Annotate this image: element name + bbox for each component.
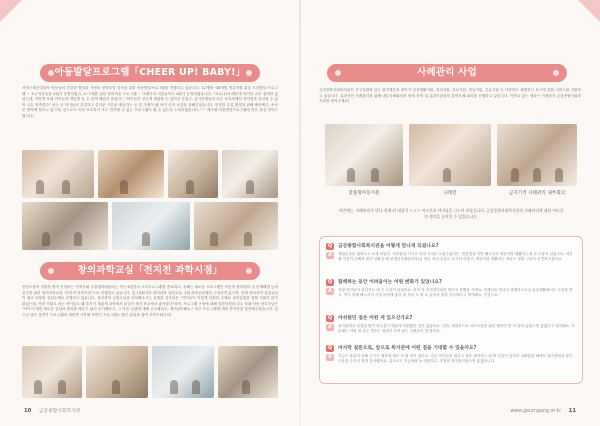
interview-box: [319, 236, 583, 384]
photo-baby-program: [222, 150, 278, 198]
question-badge-icon: Q: [327, 346, 333, 351]
banner-dot-icon: [553, 70, 559, 76]
answer: A 복지관에서 신경을 많이 써주셨기 때문에 아쉬웠던 점은 없었어요. 다만, 사회적으로 저소득층을 위한 제목이 좀 더 많아 있었으면 좋겠다고 생각해요. 아무래도 저희 집 같은 경우는 형편이 되지 않는 지원들이 참 많아요.: [326, 324, 576, 335]
question-badge-icon: Q: [327, 280, 333, 285]
banner-dot-icon: [48, 70, 54, 76]
photo-baby-program: [168, 150, 218, 198]
photo-art-program: [22, 202, 108, 250]
banner-dot-icon: [246, 70, 252, 76]
answer: A 겨정 아이들이 살리기는 데 큰 도움이 되었어요. 아이 의 초지망이라면 바이지 못했을 거예요. 선생님들 만나서 경제적으로나 일상생활에서도 도움을 받고, 적극 함께 해주셔서 시절 마련에 좋지 잘 정리 도 할 수 있어서 정말 감사하다고 생각해요. 진심으로.: [326, 288, 576, 299]
question: Q 아쉬웠던 점은 어떤 게 있으신가요?: [327, 316, 413, 321]
qa-item: [326, 279, 576, 299]
page-number: 11: [568, 408, 576, 414]
question: Q 함께하는 동안 어려움이는 어떤 변화가 있었나요?: [327, 280, 442, 285]
photo-science-class: [152, 346, 214, 398]
question-badge-icon: Q: [327, 316, 333, 321]
section-body-child-development: 서비스제공대상자 아동들의 건강한 발달과 가정의 양육부담 감소를 위한 아동발달프로그램을 진행하고 있습니다. 12개월~36개월 영유아를 위한 오감발달 프로그램 ~ 소근육운동을 4회가 운영하였고, 4~7세를 위한 창의미술 프로그램 ~ 크레이티 미술놀이도 4회가 운영하였습니다. "코로나19 때문에 아이의 교우 집에만 있었는데, 이렇게 또래 아이들과 재밌게 놀 수 있게 해줘서 즐겁다", "아이들이 신나게 체험할 수 있어서 즐겁고, 감사선생님과 다른 보호자께서 육아법을 알려줄 수 있어 너무 만족한다" 라는 등 아이들의 건강하고 즐거운 시간을 제공하는 등 한 가정이 돼 아이 공작 소감을 전해주었습니다. 인천한 수업 환경을 위해 해운팩고, 소독 등 방역에 힘쓰고 있으며, 앞으로도 아동·보호자가 모두 만족할 수 있는 프로그램이 될 수 있도록 노력하겠습니다.^^ 계속될 아동발달프로그램에 많은 관심 부탁드립니다!: [22, 86, 278, 118]
photo-baby-program: [22, 150, 94, 198]
photo-caption: 금지기적 사례관리 내부회의: [508, 191, 566, 196]
photo-caption: 나래킨: [443, 191, 457, 196]
section-title-text: 사례관리 사업: [417, 67, 477, 78]
answer-badge-icon: A: [326, 354, 334, 361]
photo-art-program: [112, 202, 190, 250]
section-title-child-development: [40, 64, 260, 82]
interview-intro: 이번에는, 사례관리로 만나 함께 된 대상자 ㅇㅇㅇ 어르신과 어머님을 나누어 보았습니다. 금강종합사회복지관의 사례관리에 대한 어르신의 생각을 들어볼 수 있었습니다.: [338, 208, 564, 219]
answer: A 책림손자들 데려오고 오게 되었어. 어려움을 이사고 어려 가지로 도와주었거든. 합천맛을 기반 해주셔서 애들이랑 생활하는데 큰 도움이 되었고요. 자신 왜 건강이 나빠져 정신 상황일 때 선생님사례관리자)을 만나 처리 수술도 무사히 마쳤고, 애들이랑 생활하는 애들도 정말 그들이 신경써주셨어요.: [326, 252, 576, 263]
photo-baby-program: [98, 150, 164, 198]
left-page: [0, 0, 299, 426]
section-title-text: 아동발달프로그램「CHEER UP! BABY!」: [54, 67, 246, 78]
left-footer: [24, 407, 80, 414]
section-title-case-management: [327, 64, 567, 82]
answer: A 지금도 충분히 잘해 주시기 때문에 계도 더 할 말이 없어요. 지금 아이들을 데리고 정을 예약하는 데 할 건강이 감자기 나빠졌을 때에도 복지관에서 많은 도움을 주셔서 정말 감사했어요. 앞으로도 지금처럼 늘 따뜻하고, 친절한 복지관이었으면 좋겠습니다.: [326, 354, 576, 365]
photo-science-class: [22, 346, 82, 398]
photo-case-support: [409, 124, 491, 186]
photo-science-class: [218, 346, 278, 398]
org-name: 금강종합사회복지관: [38, 409, 81, 414]
photo-case-support: [325, 124, 403, 186]
question: Q 금강종합사회복지관을 어떻게 만나게 되셨나요?: [327, 244, 439, 249]
qa-item: [326, 345, 576, 365]
photo-caption: 맞춤형아동지원: [348, 191, 380, 196]
website-url: www.geumgang.or.kr: [510, 409, 562, 414]
answer-badge-icon: A: [326, 252, 334, 259]
answer-badge-icon: A: [326, 288, 334, 295]
section-title-text: 창의과학교실「전지전 과학시점」: [77, 265, 223, 276]
section-body-science-class: 종남도장의 지원을 받아 운영되는 지역사회 주말행복배움터는 지난 4년간의 오리프로그램을 종료하고, 올해는 새로운 프로그램인 아동의 창의력과 일 문제해결 능력 증진을 위한 창의과학교실 "전지적 과학시점"으로 진행하고 있습니다. 총 13회기의 창의과학 실험교실, 1회 과학공원체험 구성되어 있으며, 현재 창의과학 실험교실이 매주 다양한 실험주제로 진행되고 있습니다. 창의과학 실험교실을 강의해주시는 유명한 강사님은 "아이들이 이렇게 다양한 주제로 과학실험을 접할 기회가 많지 않았는데, 이런 기회로 처는 아이들도 왜 즐거기 재밌게 과학에서 관심이 생겨 학교에서 좋아한다"라며, 프로그램 구성에 대해 칭찬하셨습니다. 또래 아동 학부모님은 "아이가 매번 새로운 실험과 원리를 배우고 와서 신기해하고, 그 다음 실험에 대해 궁금해하고, 재미있어해요." 라고 프로그램에 대한 만족감을 말씀해주셨습니다. 앞으로 남은 상반기 프로그램과 새롭게 시작될 하반기 프로그램도 많은 관심과 참여 부탁드립니다!: [22, 285, 278, 317]
right-footer: [510, 408, 576, 414]
right-page: [301, 0, 600, 426]
banner-dot-icon: [48, 268, 54, 274]
question: Q 마지막 질문으로, 앞으로 복지관에 어떤 점을 기대할 수 있을까요?: [327, 346, 477, 351]
photo-art-program: [194, 202, 278, 250]
qa-item: [326, 315, 576, 335]
photo-science-class: [86, 346, 148, 398]
page-number: 10: [24, 408, 32, 414]
qa-item: [326, 243, 576, 263]
photo-case-meeting: [497, 124, 577, 186]
banner-dot-icon: [335, 70, 341, 76]
section-body-case-management: 금강종합사회복지관은 서구지회에 있는 취약계층을 찾아가 일상생활지원, 정서지원, 의료지원, 학습지원, 긴급지원 등 다양하고 체계적인 욕구에 맞춰 서비스를 지원하고 있습니다. 효과적인 사례관리를 위해 내부사례회의의 외에 지역 내 유관기관과의 통합사례 회의를 진행하고 있습니다. 이번호 있는 체육는 인례하지 금강종합사회복지관을 찾아주세요!: [319, 88, 581, 104]
section-title-science-class: [40, 262, 260, 280]
banner-dot-icon: [246, 268, 252, 274]
answer-badge-icon: A: [326, 324, 334, 331]
question-badge-icon: Q: [327, 244, 333, 249]
